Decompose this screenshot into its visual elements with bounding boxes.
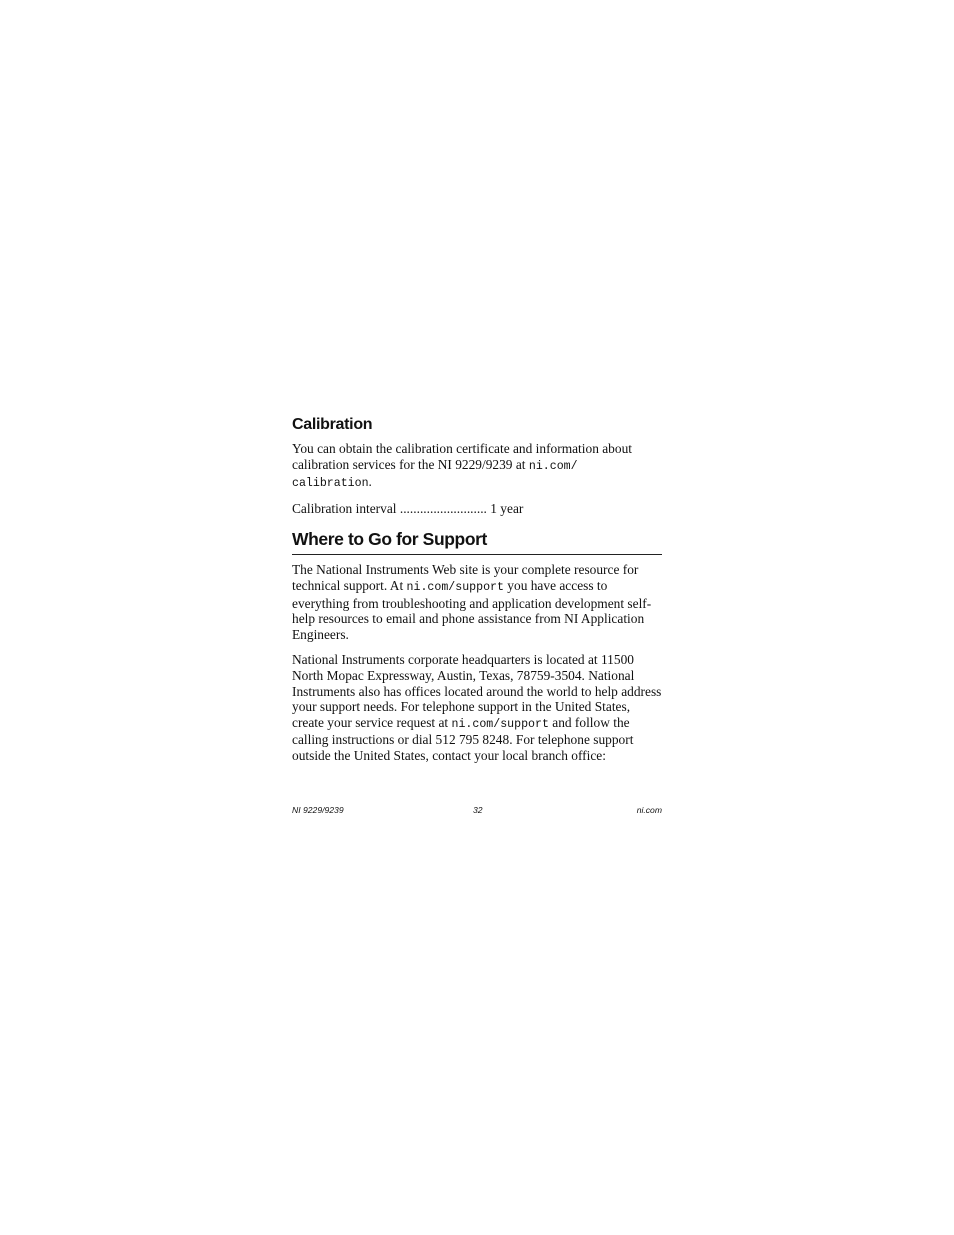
support-link-2[interactable]: ni.com/support — [451, 717, 549, 731]
footer-site: ni.com — [636, 805, 662, 815]
calibration-paragraph — [292, 441, 662, 492]
support-link-1[interactable]: ni.com/support — [406, 580, 504, 594]
calibration-heading: Calibration — [292, 416, 373, 433]
footer-product: NI 9229/9239 — [292, 805, 344, 815]
calibration-link-part2[interactable]: calibration — [292, 477, 369, 491]
calibration-interval-spec — [292, 501, 662, 517]
support-para1-text-b: you have access to everything from troubleshooting and application development self-help resources to email and phone assistance from NI Application Engineers. — [292, 577, 652, 642]
support-paragraph-1 — [292, 562, 662, 642]
spec-value: 1 year — [490, 500, 524, 516]
support-para2-text-b: and follow the calling instructions or dial 512 795 8248. For telephone support outside the United States, contact your local branch office: — [292, 714, 634, 763]
calibration-intro-end: . — [368, 474, 372, 490]
footer-page-number: 32 — [473, 805, 483, 815]
spec-label: Calibration interval — [292, 500, 397, 516]
support-paragraph-2 — [292, 652, 662, 763]
spec-leader: .......................... — [399, 500, 487, 516]
support-heading: Where to Go for Support — [292, 527, 662, 555]
support-para2-text-a: National Instruments corporate headquarters is located at 11500 North Mopac Expressway, Austin, Texas, 78759-3504. National Instruments also has offices located around the world to help address your support needs. For telephone support in the United States, create your service request at — [292, 652, 662, 730]
support-para1-text-a: The National Instruments Web site is your complete resource for technical support. At — [292, 562, 639, 593]
page-footer — [292, 803, 662, 817]
page-content — [292, 414, 662, 764]
calibration-intro-text: You can obtain the calibration certificate and information about calibration services for the NI 9229/9239 at — [292, 441, 632, 472]
calibration-link-part1[interactable]: ni.com/ — [528, 459, 578, 473]
